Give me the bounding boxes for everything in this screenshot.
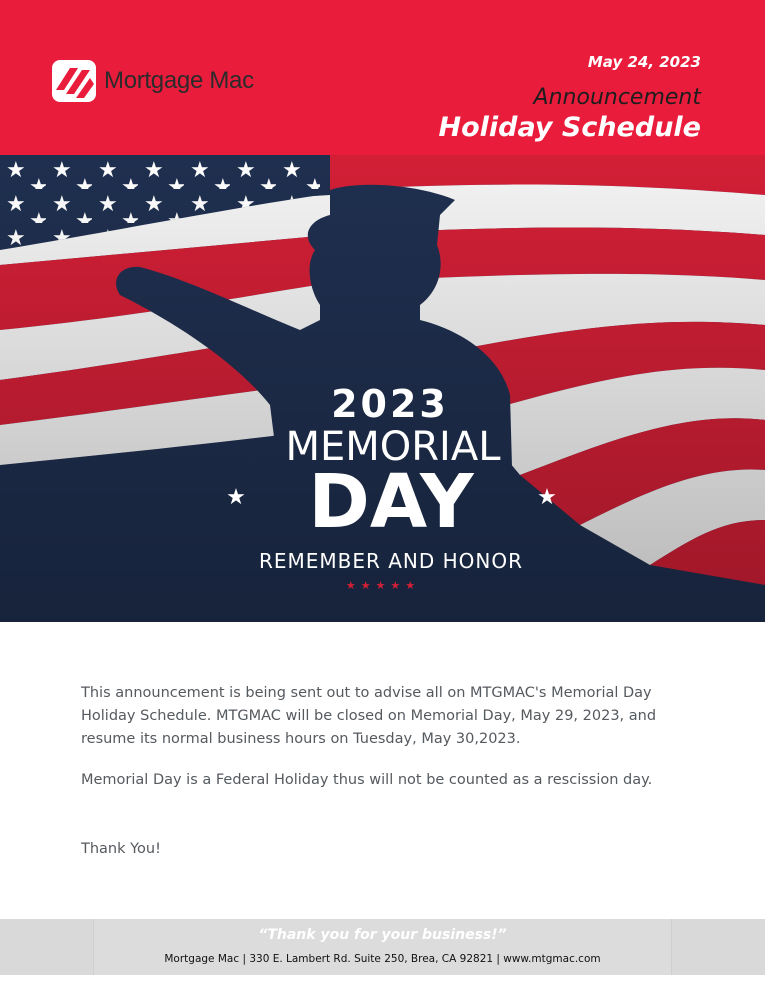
star-right-icon: ★ <box>537 485 557 510</box>
footer-address[interactable]: Mortgage Mac | 330 E. Lambert Rd. Suite 250, Brea, CA 92821 | www.mtgmac.com <box>164 953 601 965</box>
closing-text: Thank You! <box>81 841 161 857</box>
red-stars-icon: ★★★★★ <box>345 579 421 592</box>
brand-name: Mortgage Mac <box>104 67 254 94</box>
footer-thanks: “Thank you for your business!” <box>258 927 507 943</box>
brand-logo[interactable] <box>52 60 254 102</box>
banner-tagline: REMEMBER AND HONOR <box>258 549 524 573</box>
page-title: Holiday Schedule <box>438 112 701 143</box>
banner-line2: DAY <box>308 459 474 545</box>
memorial-day-banner <box>0 155 765 622</box>
banner-line1: MEMORIAL <box>285 424 501 470</box>
paragraph-schedule: This announcement is being sent out to advise all on MTGMAC's Memorial Day Holiday Schedule. MTGMAC will be closed on Memorial Day, May 29, 2023, and resume its normal business hours on Tuesday, May 30,2023. <box>81 685 657 747</box>
announcement-body <box>81 682 691 751</box>
announcement-label: Announcement <box>533 85 701 110</box>
banner-year: 2023 <box>331 382 449 426</box>
logo-mark-icon <box>52 60 96 102</box>
paragraph-federal-holiday: Memorial Day is a Federal Holiday thus will not be counted as a rescission day. <box>81 772 653 788</box>
announcement-date: May 24, 2023 <box>587 53 701 71</box>
star-left-icon: ★ <box>226 485 246 510</box>
header-bar <box>0 0 765 155</box>
